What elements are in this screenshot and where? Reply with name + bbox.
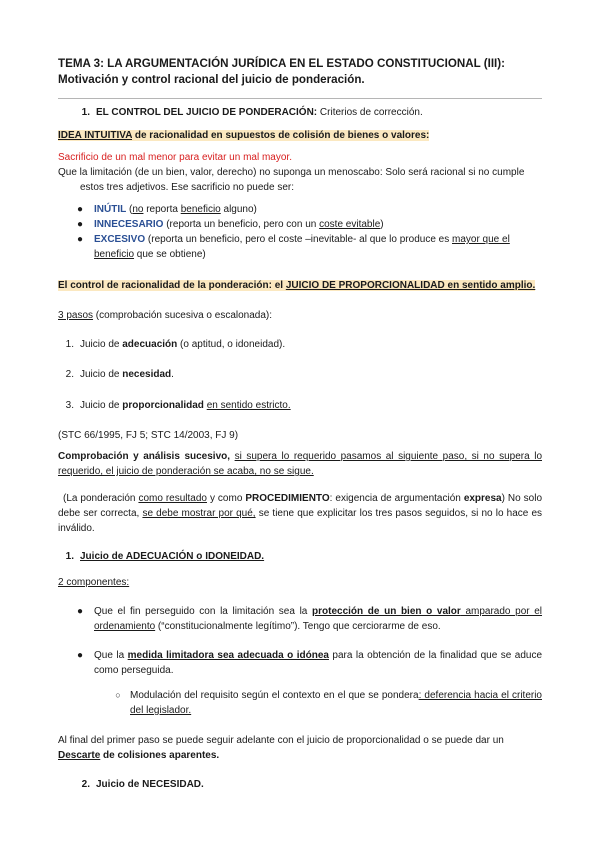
text: )	[380, 219, 384, 230]
title-line-1: TEMA 3: LA ARGUMENTACIÓN JURÍDICA EN EL ESTADO CONSTITUCIONAL (III):	[58, 57, 505, 70]
text: (reporta un beneficio, pero el coste –inevitable- al que lo produce es	[145, 234, 452, 245]
adjective-term: EXCESIVO	[94, 234, 146, 245]
juicio-proporcionalidad: JUICIO DE PROPORCIONALIDAD en sentido amplio.	[285, 280, 536, 291]
componente-item-1	[58, 604, 542, 634]
adjective-item-inutil	[58, 202, 542, 217]
bullet-dot: ●	[76, 650, 84, 661]
beneficio-word: beneficio	[180, 204, 221, 215]
section-number: 1.	[65, 551, 74, 562]
componente-item-2	[58, 648, 542, 678]
idea-intuitiva-text: de racionalidad en supuestos de colisión de bienes o valores:	[132, 130, 430, 141]
procedimiento: PROCEDIMIENTO	[245, 493, 330, 504]
descarte: Descarte	[58, 750, 101, 761]
text: : exigencia de argumentación	[329, 493, 464, 504]
text: (reporta un beneficio, pero con un	[163, 219, 320, 230]
bullet-dot: ●	[76, 606, 84, 617]
stc-citation: (STC 66/1995, FJ 5; STC 14/2003, FJ 9)	[58, 430, 239, 441]
comprobacion-bold: Comprobación y análisis sucesivo,	[58, 451, 231, 462]
text: (“constitucionalmente legítimo”). Tengo que cerciorarme de eso.	[155, 621, 441, 632]
coste-evitable: coste evitable	[319, 219, 381, 230]
section-number: 1.	[81, 107, 90, 118]
pasos-line	[58, 308, 542, 323]
bullet-dot: ●	[76, 234, 84, 245]
step-term: adecuación	[122, 339, 178, 350]
componentes-label: 2 componentes:	[58, 577, 130, 588]
document-title	[58, 56, 542, 87]
bullet-dot: ●	[76, 204, 84, 215]
text: se tiene que explicitar los tres pasos seguidos, si no lo hace es inválido.	[58, 508, 543, 534]
control-racionalidad-line	[58, 278, 542, 293]
text: Modulación del requisito según el contexto en el que se pondera	[130, 690, 419, 701]
no-word: no	[132, 204, 144, 215]
adjective-term: INÚTIL	[94, 204, 127, 215]
limitacion-paragraph: Que la limitación (de un bien, valor, derecho) no suponga un menoscabo: Solo será racional si no cumple estos tres adjetivos. Ese sacrificio no puede ser:	[58, 167, 525, 193]
adjective-term: INNECESARIO	[94, 219, 164, 230]
amparado-ordenamiento: amparado por el ordenamiento	[94, 606, 543, 632]
adjective-item-innecesario	[58, 217, 542, 232]
text: (o aptitud, o idoneidad).	[177, 339, 286, 350]
text: Juicio de	[80, 339, 123, 350]
circle-bullet: ○	[115, 690, 121, 700]
text: (La ponderación	[63, 493, 139, 504]
medida-limitadora: medida limitadora sea adecuada o idónea	[127, 650, 329, 661]
text: alguno)	[220, 204, 257, 215]
idea-intuitiva-label: IDEA INTUITIVA	[58, 130, 133, 141]
section-heading-bold: EL CONTROL DEL JUICIO DE PONDERACIÓN:	[96, 107, 318, 118]
bullet-dot: ●	[76, 219, 84, 230]
pasos-label: 3 pasos	[58, 310, 94, 321]
ponderacion-paragraph	[58, 491, 542, 536]
section-heading-text: Juicio de NECESIDAD.	[96, 779, 204, 790]
text: .	[171, 369, 174, 380]
step-number: 2.	[65, 369, 74, 380]
step-term: necesidad	[122, 369, 172, 380]
idea-intuitiva-line	[58, 128, 542, 143]
deferencia-legislador: : deferencia hacia el criterio del legislador.	[130, 690, 542, 716]
title-divider	[58, 98, 542, 99]
comprobacion-underline: si supera lo requerido pasamos al siguiente paso, si no supera lo requerido, el juicio de ponderación se acaba, no se sigue.	[58, 451, 542, 477]
step-number: 1.	[65, 339, 74, 350]
section-heading-text: Juicio de ADECUACIÓN o IDONEIDAD.	[80, 551, 265, 562]
control-text: El control de racionalidad de la ponderación: el	[58, 280, 286, 291]
mayor-que-beneficio: mayor que el beneficio	[94, 234, 510, 260]
text: ) No solo debe ser correcta,	[58, 493, 543, 519]
step-number: 3.	[65, 400, 74, 411]
modulacion-item	[58, 688, 542, 718]
final-paragraph	[58, 733, 542, 763]
section-heading-rest: Criterios de corrección.	[317, 107, 423, 118]
como-resultado: como resultado	[138, 493, 207, 504]
text: reporta	[143, 204, 181, 215]
comprobacion-paragraph	[58, 449, 542, 479]
text: Que el fin perseguido con la limitación sea la	[94, 606, 313, 617]
sacrificio-line: Sacrificio de un mal menor para evitar un mal mayor.	[58, 152, 292, 163]
text: que se obtiene)	[134, 249, 206, 260]
adjective-item-excesivo	[58, 232, 542, 262]
text: y como	[207, 493, 246, 504]
colisiones-aparentes: de colisiones aparentes.	[100, 750, 220, 761]
text: (	[126, 204, 133, 215]
step-term: proporcionalidad	[122, 400, 204, 411]
text: Juicio de	[80, 400, 123, 411]
title-line-2: Motivación y control racional del juicio de ponderación.	[58, 72, 365, 86]
text: Al final del primer paso se puede seguir adelante con el juicio de proporcionalidad o se puede dar un	[58, 735, 504, 746]
mostrar-por-que: se debe mostrar por qué,	[142, 508, 256, 519]
section-number: 2.	[81, 779, 90, 790]
text: Juicio de	[80, 369, 123, 380]
sentido-estricto: en sentido estricto.	[206, 400, 291, 411]
text: para la obtención de la finalidad que se aduce como perseguida.	[94, 650, 543, 676]
pasos-text: (comprobación sucesiva o escalonada):	[93, 310, 273, 321]
proteccion-bien: protección de un bien o valor	[312, 606, 461, 617]
expresa: expresa	[463, 493, 502, 504]
text: Que la	[94, 650, 128, 661]
